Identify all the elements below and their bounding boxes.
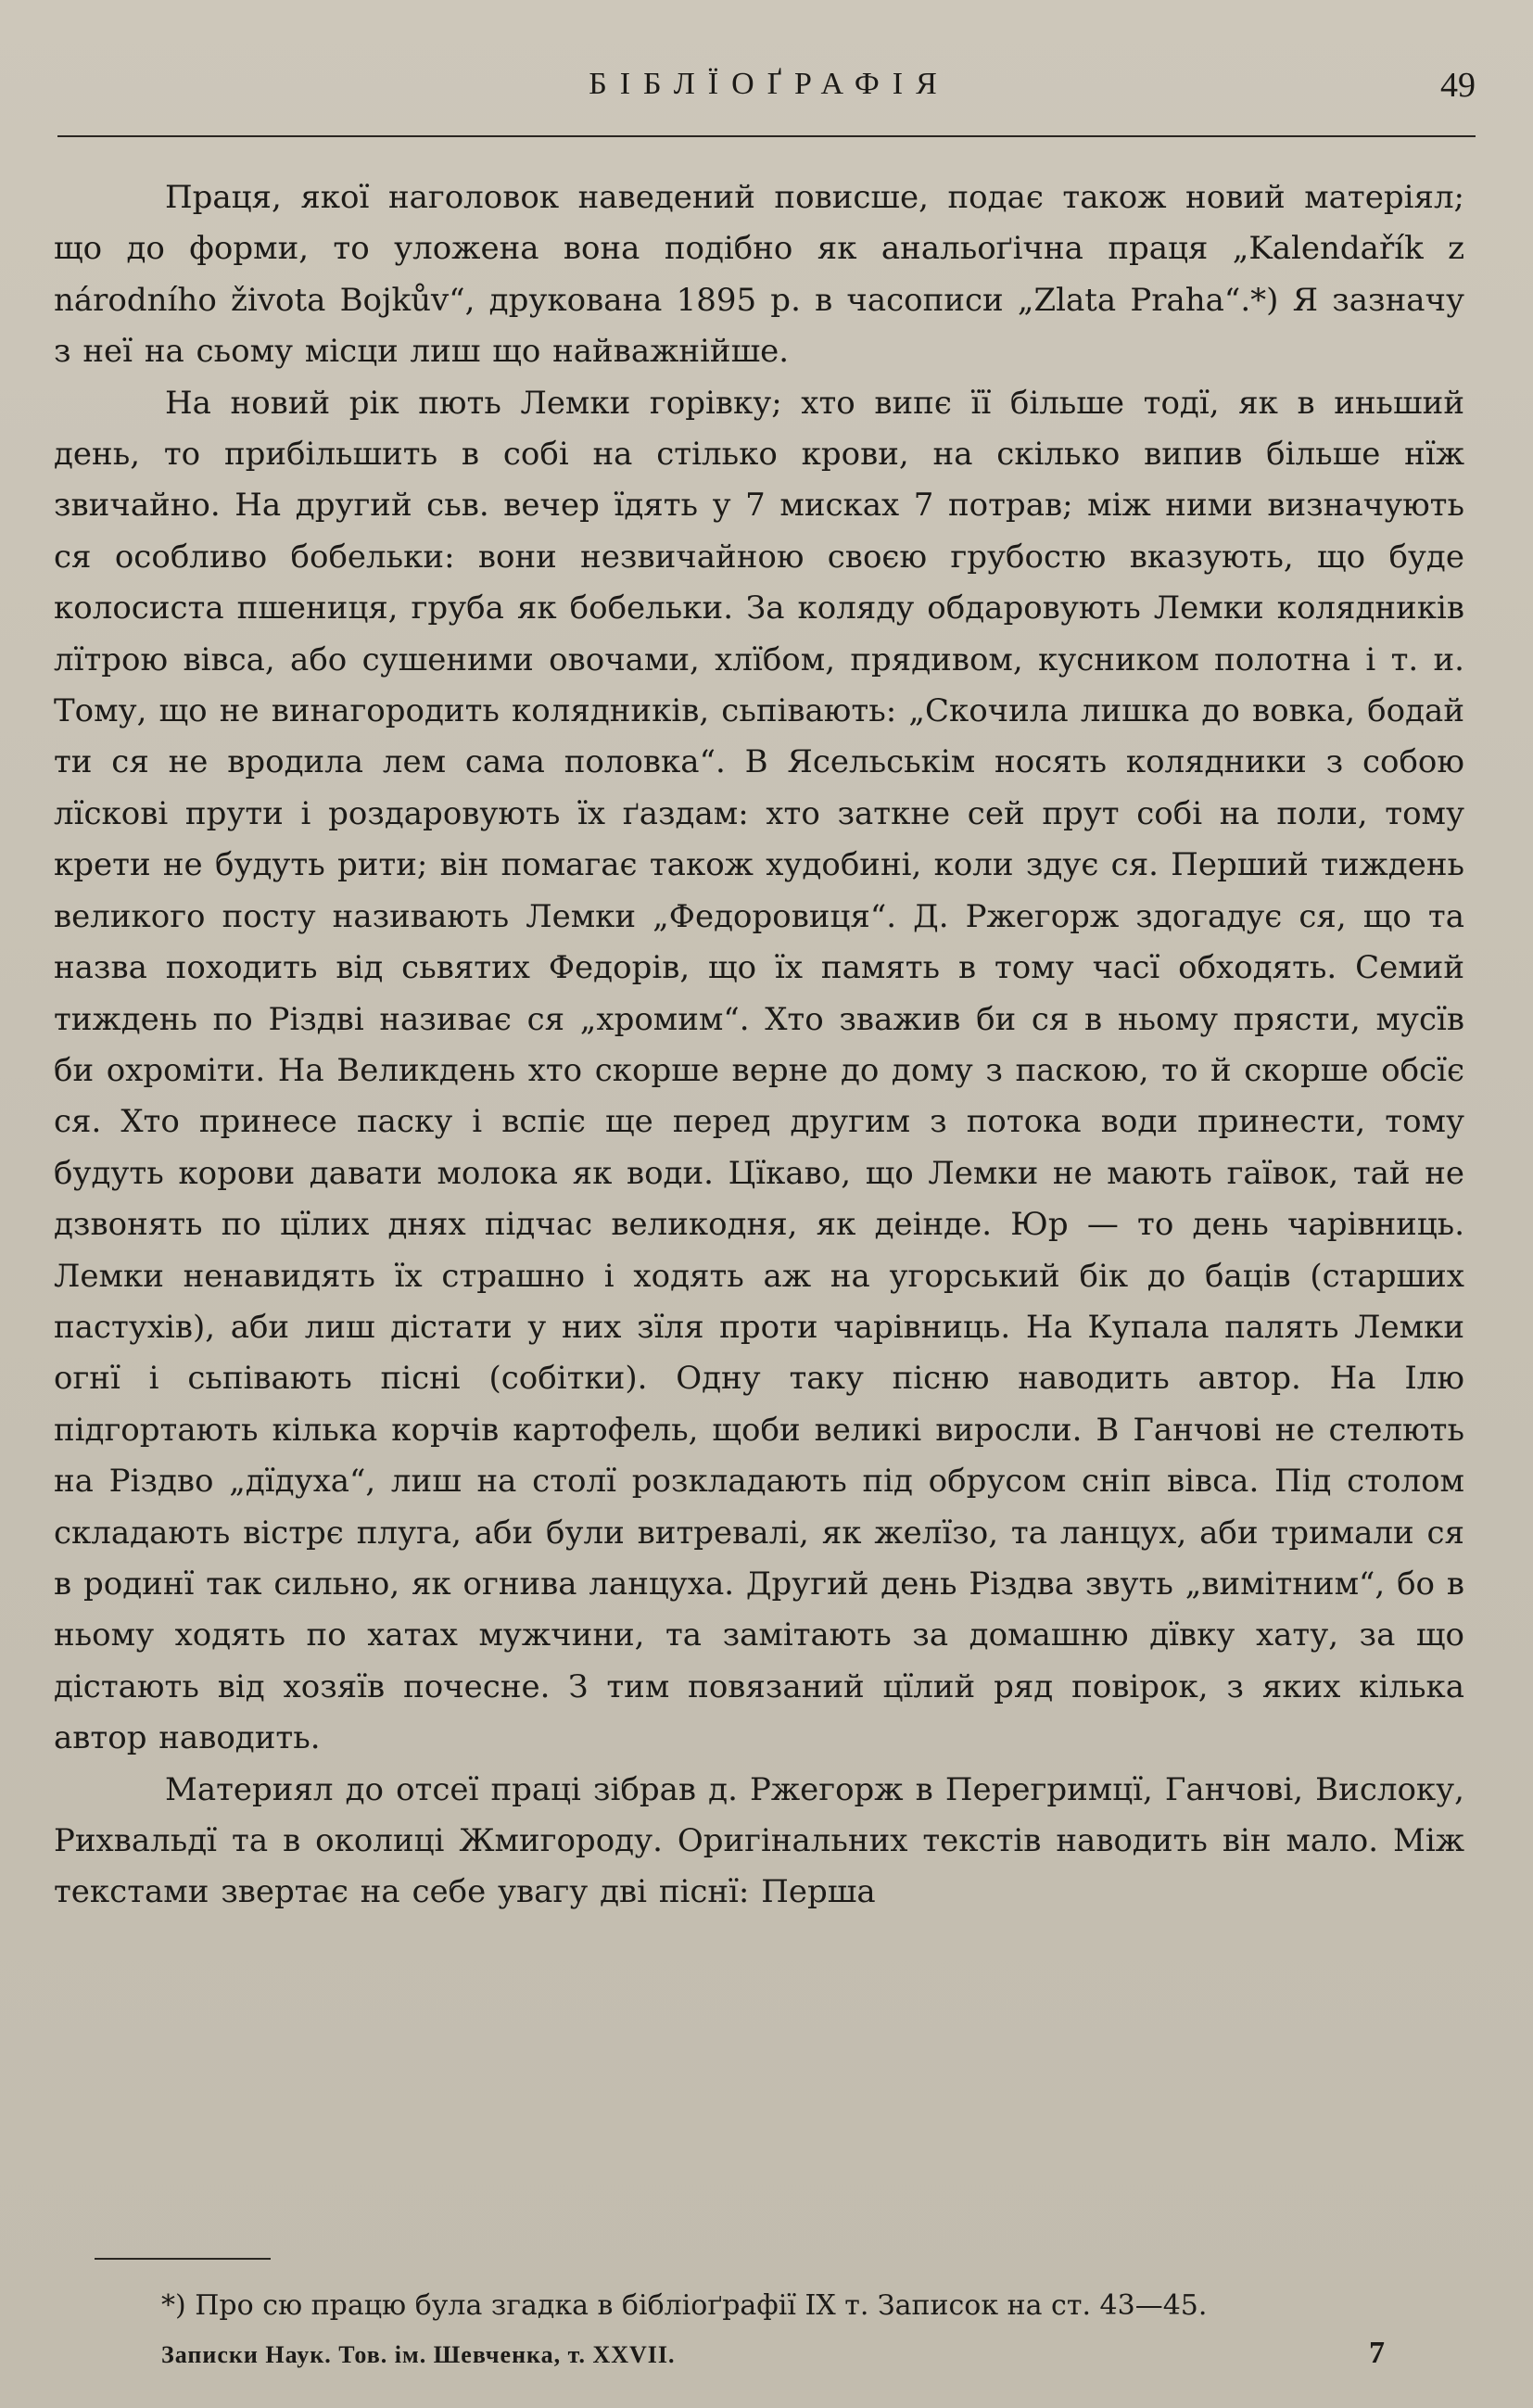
footnote-rule <box>95 2258 271 2260</box>
paragraph-1: Праця, якої наголовок наведений повисше, подає також новий матеріял; що до форми, то уложена вона подібно як анальоґічна праця „Kalendařík z národního života Bojkův“, друкована 1895 р. в часописи „Zlata Praha“.*) Я зазначу з неї на сьому місци лиш що найважнійше. <box>54 179 1464 371</box>
body-text <box>54 172 1464 1919</box>
sheet-number: 7 <box>1369 2336 1385 2370</box>
paragraph-2: На новий рік пють Лемки горівку; хто випє її більше тодї, як в иньший день, то прибільшить в собі на стілько крови, на скілько випив більше нїж звичайно. На другий сьв. вечер їдять у 7 мисках 7 потрав; між ними визначують ся особливо бобельки: вони незвичайною своєю грубостю вказують, що буде колосиста пшениця, груба як бобельки. За коляду обдаровують Лемки колядників лїтрою вівса, або сушеними овочами, хлїбом, прядивом, кусником полотна і т. и. Тому, що не винагородить колядників, сьпівають: „Скочила лишка до вовка, бодай ти ся не вродила лем сама половка“. В Ясельськім носять колядники з собою лїскові прути і роздаровують їх ґаздам: хто заткне сей прут собі на поли, тому крети не будуть рити; він помагає також худобині, коли здує ся. Перший тиждень великого посту називають Лемки „Федоровиця“. Д. Ржегорж здогадує ся, що та назва походить від сьвятих Федорів, що їх память в тому часї обходять. Семий тиждень по Різдві називає ся „хромим“. Хто зважив би ся в ньому прясти, мусїв би охроміти. На Великдень хто скорше верне до дому з паскою, то й скорше обсїє ся. Хто принесе паску і вспіє ще перед другим з потока води принести, тому будуть корови давати молока як води. Цїкаво, що Лемки не мають гаївок, тай не дзвонять по цїлих днях підчас великодня, як деінде. Юр — то день чарівниць. Лемки ненавидять їх страшно і ходять аж на угорський бік до баців (старших пастухів), аби лиш дістати у них зїля проти чарівниць. На Купала палять Лемки огнї і сьпівають пісні (собітки). Одну таку пісню наводить автор. На Ілю підгортають кілька корчів картофель, щоби великі виросли. В Ганчові не стелють на Різдво „дїдуха“, лиш на столї розкладають під обрусом сніп вівса. Під столом складають вістрє плуга, аби були витревалі, як желїзо, та ланцух, аби тримали ся в родинї так сильно, як огнива ланцуха. Другий день Різдва звуть „вимітним“, бо в ньому ходять по хатах мужчини, та замітають за домашню дївку хату, за що дістають від хозяїв почесне. З тим повязаний цїлий ряд повірок, з яких кілька автор наводить. <box>54 384 1464 1757</box>
running-header <box>56 67 1483 113</box>
header-rule <box>57 135 1476 137</box>
footnote: *) Про сю працю була згадка в бібліоґрафії IX т. Записок на ст. 43—45. <box>161 2289 1208 2322</box>
page-number: 49 <box>1440 66 1476 105</box>
paragraph-3: Материял до отсеї праці зібрав д. Ржегорж в Перегримцї, Ганчові, Вислоку, Рихвальдї та в околиці Жмигороду. Оригінальних текстів наводить він мало. Між текстами звертає на себе увагу дві піснї: Перша <box>54 1770 1464 1911</box>
running-title: БІБЛЇОҐРАФІЯ <box>589 67 950 101</box>
printer-signature: Записки Наук. Тов. ім. Шевченка, т. XXVII. <box>161 2341 676 2368</box>
